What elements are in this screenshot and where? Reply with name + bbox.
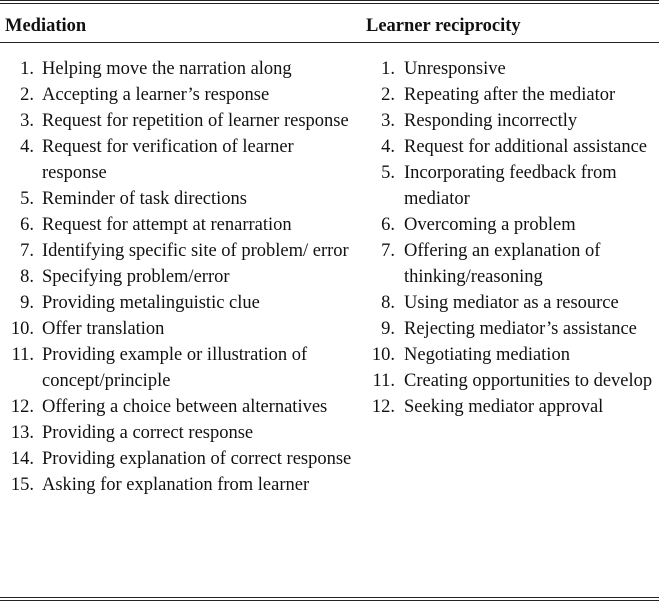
- reciprocity-list: [363, 56, 655, 420]
- mediation-list-item: [0, 134, 355, 186]
- item-number: 14.: [10, 449, 34, 469]
- reciprocity-list-item: [363, 342, 655, 368]
- item-number: 8.: [381, 293, 395, 313]
- mediation-list-item: [0, 264, 355, 290]
- item-text: Providing a correct response: [42, 423, 254, 443]
- reciprocity-list-item: [363, 238, 655, 290]
- item-text: Using mediator as a resource: [404, 293, 619, 313]
- item-number: 9.: [20, 293, 34, 313]
- item-number: 5.: [381, 163, 395, 183]
- item-text: Providing example or illustration of concept/principle: [42, 345, 308, 391]
- item-text: Rejecting mediator’s assistance: [404, 319, 637, 339]
- mediation-list-item: [0, 420, 355, 446]
- item-number: 2.: [20, 85, 34, 105]
- item-number: 3.: [381, 111, 395, 131]
- item-number: 12.: [371, 397, 395, 417]
- item-number: 7.: [20, 241, 34, 261]
- reciprocity-header: Learner reciprocity: [366, 16, 521, 36]
- mediation-list: [0, 56, 355, 498]
- reciprocity-list-item: [363, 290, 655, 316]
- item-number: 13.: [10, 423, 34, 443]
- item-text: Seeking mediator approval: [404, 397, 604, 417]
- item-text: Accepting a learner’s response: [42, 85, 270, 105]
- item-text: Responding incorrectly: [404, 111, 578, 131]
- item-number: 6.: [381, 215, 395, 235]
- mediation-list-item: [0, 186, 355, 212]
- item-text: Providing explanation of correct response: [42, 449, 352, 469]
- item-number: 12.: [10, 397, 34, 417]
- item-number: 11.: [372, 371, 395, 391]
- table-bottom-rule-double: [0, 600, 659, 601]
- item-number: 2.: [381, 85, 395, 105]
- reciprocity-list-item: [363, 212, 655, 238]
- mediation-list-item: [0, 82, 355, 108]
- reciprocity-list-item: [363, 108, 655, 134]
- item-number: 10.: [371, 345, 395, 365]
- item-text: Asking for explanation from learner: [42, 475, 310, 495]
- item-text: Creating opportunities to develop: [404, 371, 653, 391]
- mediation-header: Mediation: [5, 16, 87, 36]
- item-number: 10.: [10, 319, 34, 339]
- mediation-list-item: [0, 108, 355, 134]
- item-number: 6.: [20, 215, 34, 235]
- reciprocity-list-item: [363, 394, 655, 420]
- item-text: Offering an explanation of thinking/reasoning: [404, 241, 601, 287]
- item-text: Offering a choice between alternatives: [42, 397, 328, 417]
- item-text: Offer translation: [42, 319, 165, 339]
- mediation-list-item: [0, 56, 355, 82]
- reciprocity-list-item: [363, 82, 655, 108]
- item-text: Request for verification of learner response: [42, 137, 294, 183]
- header-rule: [0, 42, 659, 43]
- item-text: Identifying specific site of problem/ error: [42, 241, 349, 261]
- reciprocity-list-item: [363, 316, 655, 342]
- table-bottom-rule: [0, 597, 659, 598]
- item-number: 8.: [20, 267, 34, 287]
- item-text: Incorporating feedback from mediator: [404, 163, 617, 209]
- item-text: Specifying problem/error: [42, 267, 230, 287]
- item-number: 1.: [20, 59, 34, 79]
- reciprocity-list-item: [363, 56, 655, 82]
- mediation-list-item: [0, 316, 355, 342]
- mediation-list-item: [0, 342, 355, 394]
- item-text: Reminder of task directions: [42, 189, 247, 209]
- reciprocity-list-item: [363, 160, 655, 212]
- item-number: 4.: [381, 137, 395, 157]
- item-number: 7.: [381, 241, 395, 261]
- item-text: Unresponsive: [404, 59, 506, 79]
- item-number: 3.: [20, 111, 34, 131]
- item-number: 4.: [20, 137, 34, 157]
- item-text: Request for attempt at renarration: [42, 215, 292, 235]
- mediation-list-item: [0, 446, 355, 472]
- item-number: 1.: [381, 59, 395, 79]
- item-number: 9.: [381, 319, 395, 339]
- item-number: 11.: [11, 345, 34, 365]
- reciprocity-list-item: [363, 134, 655, 160]
- reciprocity-list-item: [363, 368, 655, 394]
- mediation-list-item: [0, 290, 355, 316]
- item-text: Negotiating mediation: [404, 345, 570, 365]
- item-text: Providing metalinguistic clue: [42, 293, 260, 313]
- mediation-list-item: [0, 394, 355, 420]
- item-text: Helping move the narration along: [42, 59, 292, 79]
- mediation-list-item: [0, 212, 355, 238]
- item-text: Overcoming a problem: [404, 215, 576, 235]
- table-top-rule: [0, 0, 659, 1]
- table-top-rule-double: [0, 3, 659, 4]
- item-text: Request for repetition of learner response: [42, 111, 349, 131]
- mediation-list-item: [0, 472, 355, 498]
- item-number: 15.: [10, 475, 34, 495]
- item-text: Repeating after the mediator: [404, 85, 616, 105]
- item-text: Request for additional assistance: [404, 137, 648, 157]
- mediation-list-item: [0, 238, 355, 264]
- item-number: 5.: [20, 189, 34, 209]
